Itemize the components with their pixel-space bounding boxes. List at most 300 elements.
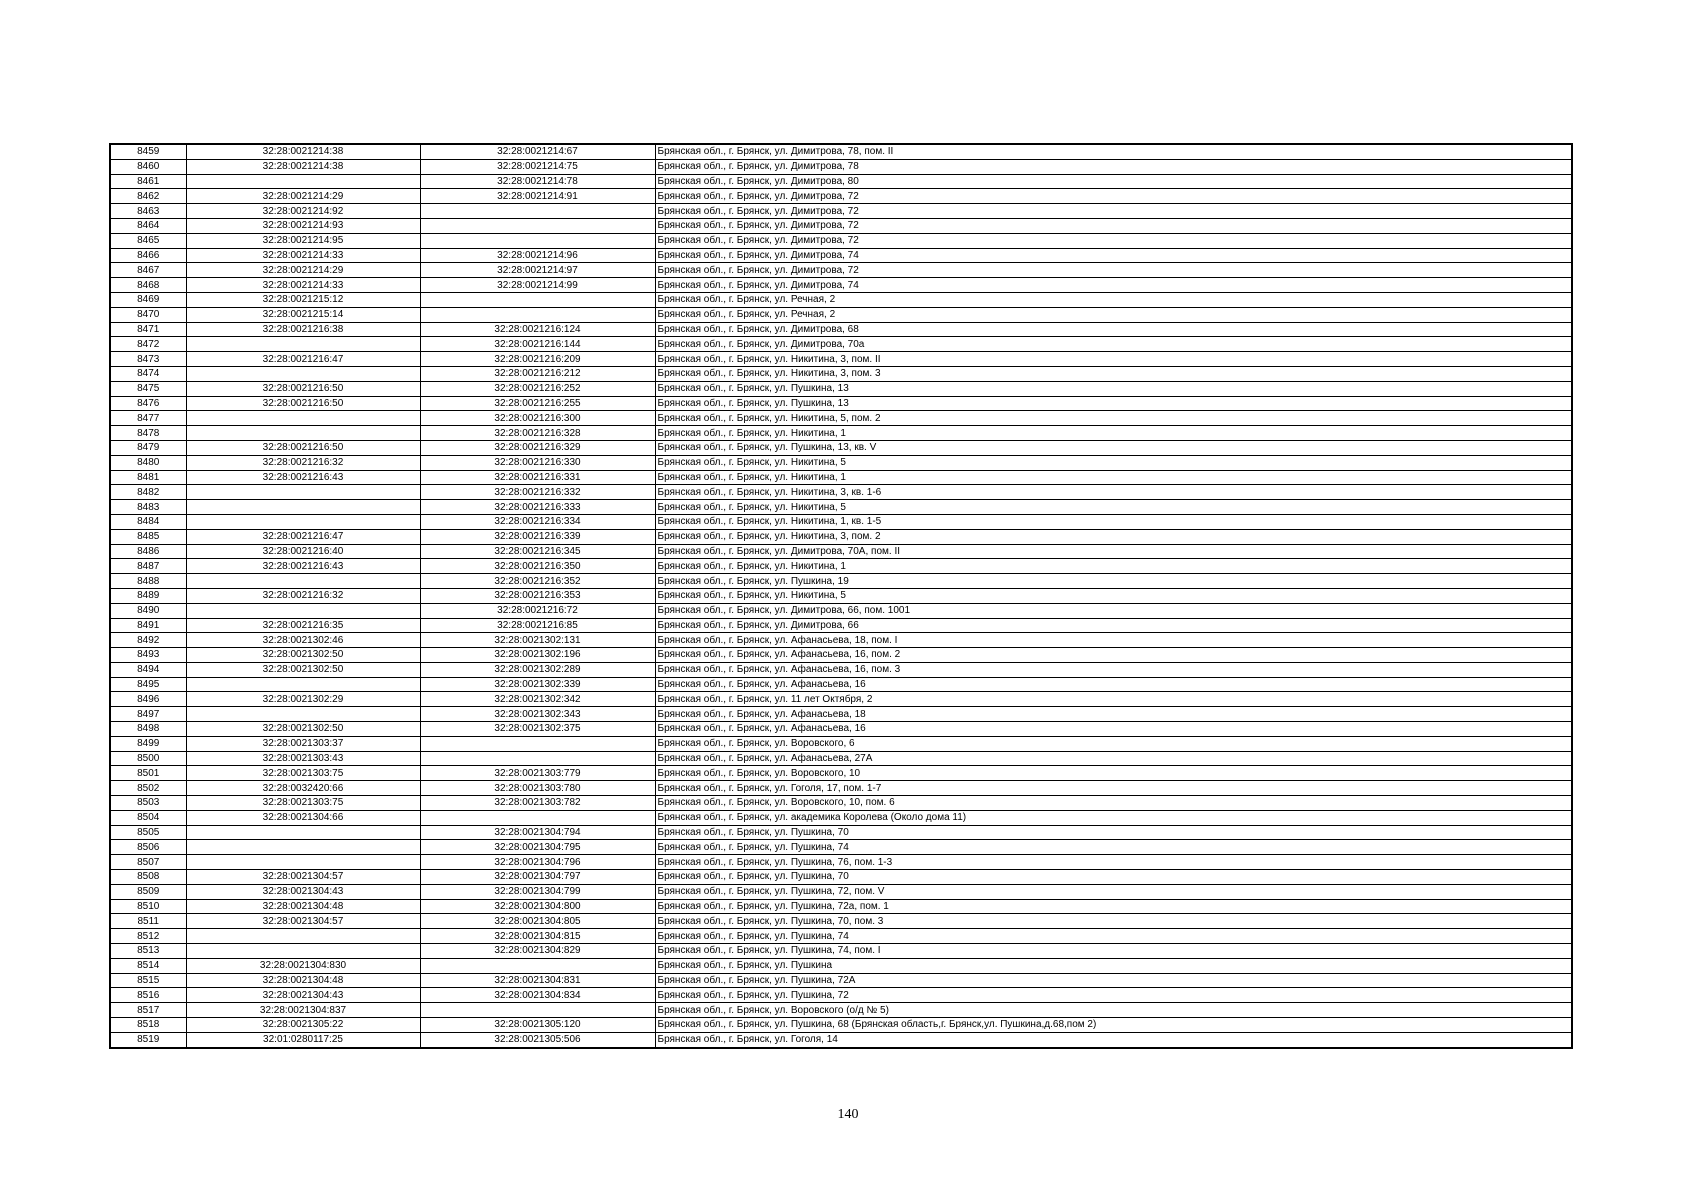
- table-row: [110, 707, 1572, 722]
- row-number-cell: 8463: [110, 204, 186, 219]
- page-number: 140: [837, 1107, 859, 1122]
- table-row: [110, 618, 1572, 633]
- object-cadastral-number-cell: 32:28:0021214:97: [420, 263, 655, 278]
- land-cadastral-number-cell: 32:28:0021214:29: [186, 263, 420, 278]
- object-cadastral-number-cell: [420, 204, 655, 219]
- land-cadastral-number-cell: 32:28:0021216:32: [186, 455, 420, 470]
- object-cadastral-number-cell: 32:28:0021216:328: [420, 426, 655, 441]
- object-cadastral-number-cell: 32:28:0021305:120: [420, 1018, 655, 1033]
- land-cadastral-number-cell: 32:01:0280117:25: [186, 1032, 420, 1047]
- land-cadastral-number-cell: 32:28:0021214:93: [186, 218, 420, 233]
- object-cadastral-number-cell: 32:28:0021304:829: [420, 944, 655, 959]
- table-row: [110, 189, 1572, 204]
- object-cadastral-number-cell: 32:28:0021216:334: [420, 514, 655, 529]
- object-cadastral-number-cell: 32:28:0021214:75: [420, 159, 655, 174]
- address-cell: Брянская обл., г. Брянск, ул. Пушкина, 74: [655, 929, 1572, 944]
- row-number-cell: 8467: [110, 263, 186, 278]
- land-cadastral-number-cell: 32:28:0021216:50: [186, 440, 420, 455]
- row-number-cell: 8473: [110, 352, 186, 367]
- object-cadastral-number-cell: 32:28:0021216:124: [420, 322, 655, 337]
- address-cell: Брянская обл., г. Брянск, ул. Речная, 2: [655, 292, 1572, 307]
- object-cadastral-number-cell: 32:28:0021304:799: [420, 884, 655, 899]
- land-cadastral-number-cell: 32:28:0021304:48: [186, 899, 420, 914]
- row-number-cell: 8487: [110, 559, 186, 574]
- row-number-cell: 8471: [110, 322, 186, 337]
- address-cell: Брянская обл., г. Брянск, ул. Пушкина, 13: [655, 381, 1572, 396]
- table-row: [110, 278, 1572, 293]
- table-row: [110, 381, 1572, 396]
- address-cell: Брянская обл., г. Брянск, ул. Никитина, 5: [655, 455, 1572, 470]
- object-cadastral-number-cell: 32:28:0021216:329: [420, 440, 655, 455]
- object-cadastral-number-cell: [420, 307, 655, 322]
- land-cadastral-number-cell: 32:28:0021214:33: [186, 248, 420, 263]
- address-cell: Брянская обл., г. Брянск, ул. Пушкина: [655, 958, 1572, 973]
- address-cell: Брянская обл., г. Брянск, ул. Афанасьева, 16, пом. 3: [655, 662, 1572, 677]
- table-row: [110, 588, 1572, 603]
- address-cell: Брянская обл., г. Брянск, ул. 11 лет Октября, 2: [655, 692, 1572, 707]
- land-cadastral-number-cell: [186, 944, 420, 959]
- table-row: [110, 218, 1572, 233]
- address-cell: Брянская обл., г. Брянск, ул. Димитрова, 72: [655, 218, 1572, 233]
- table-row: [110, 174, 1572, 189]
- land-cadastral-number-cell: [186, 366, 420, 381]
- land-cadastral-number-cell: [186, 603, 420, 618]
- object-cadastral-number-cell: 32:28:0021216:252: [420, 381, 655, 396]
- table-row: [110, 722, 1572, 737]
- land-cadastral-number-cell: [186, 825, 420, 840]
- table-row: [110, 603, 1572, 618]
- object-cadastral-number-cell: 32:28:0021304:796: [420, 855, 655, 870]
- address-cell: Брянская обл., г. Брянск, ул. Димитрова, 74: [655, 278, 1572, 293]
- land-cadastral-number-cell: 32:28:0021304:43: [186, 884, 420, 899]
- table-row: [110, 677, 1572, 692]
- row-number-cell: 8492: [110, 633, 186, 648]
- row-number-cell: 8472: [110, 337, 186, 352]
- address-cell: Брянская обл., г. Брянск, ул. Пушкина, 70: [655, 825, 1572, 840]
- address-cell: Брянская обл., г. Брянск, ул. Афанасьева, 16: [655, 722, 1572, 737]
- row-number-cell: 8459: [110, 144, 186, 159]
- object-cadastral-number-cell: 32:28:0021302:342: [420, 692, 655, 707]
- row-number-cell: 8504: [110, 810, 186, 825]
- land-cadastral-number-cell: 32:28:0021305:22: [186, 1018, 420, 1033]
- land-cadastral-number-cell: [186, 426, 420, 441]
- address-cell: Брянская обл., г. Брянск, ул. Пушкина, 76, пом. 1-3: [655, 855, 1572, 870]
- row-number-cell: 8474: [110, 366, 186, 381]
- address-cell: Брянская обл., г. Брянск, ул. Димитрова, 72: [655, 263, 1572, 278]
- table-row: [110, 899, 1572, 914]
- object-cadastral-number-cell: 32:28:0021304:797: [420, 870, 655, 885]
- object-cadastral-number-cell: 32:28:0021302:289: [420, 662, 655, 677]
- object-cadastral-number-cell: 32:28:0021304:794: [420, 825, 655, 840]
- object-cadastral-number-cell: [420, 292, 655, 307]
- row-number-cell: 8506: [110, 840, 186, 855]
- row-number-cell: 8488: [110, 574, 186, 589]
- land-cadastral-number-cell: 32:28:0021216:40: [186, 544, 420, 559]
- object-cadastral-number-cell: 32:28:0021214:96: [420, 248, 655, 263]
- land-cadastral-number-cell: [186, 840, 420, 855]
- address-cell: Брянская обл., г. Брянск, ул. Пушкина, 72: [655, 988, 1572, 1003]
- table-row: [110, 204, 1572, 219]
- table-row: [110, 766, 1572, 781]
- table-row: [110, 648, 1572, 663]
- row-number-cell: 8512: [110, 929, 186, 944]
- row-number-cell: 8505: [110, 825, 186, 840]
- address-cell: Брянская обл., г. Брянск, ул. Димитрова, 74: [655, 248, 1572, 263]
- row-number-cell: 8461: [110, 174, 186, 189]
- land-cadastral-number-cell: 32:28:0021302:50: [186, 722, 420, 737]
- address-cell: Брянская обл., г. Брянск, ул. Димитрова, 66, пом. 1001: [655, 603, 1572, 618]
- land-cadastral-number-cell: 32:28:0021216:43: [186, 559, 420, 574]
- table-row: [110, 781, 1572, 796]
- land-cadastral-number-cell: 32:28:0021216:47: [186, 529, 420, 544]
- land-cadastral-number-cell: 32:28:0021216:50: [186, 396, 420, 411]
- table-row: [110, 529, 1572, 544]
- address-cell: Брянская обл., г. Брянск, ул. Афанасьева, 16: [655, 677, 1572, 692]
- row-number-cell: 8482: [110, 485, 186, 500]
- table-row: [110, 248, 1572, 263]
- row-number-cell: 8496: [110, 692, 186, 707]
- object-cadastral-number-cell: 32:28:0021304:831: [420, 973, 655, 988]
- land-cadastral-number-cell: 32:28:0021215:14: [186, 307, 420, 322]
- object-cadastral-number-cell: 32:28:0021305:506: [420, 1032, 655, 1047]
- object-cadastral-number-cell: 32:28:0021214:67: [420, 144, 655, 159]
- row-number-cell: 8518: [110, 1018, 186, 1033]
- row-number-cell: 8475: [110, 381, 186, 396]
- table-row: [110, 973, 1572, 988]
- address-cell: Брянская обл., г. Брянск, ул. Афанасьева, 16, пом. 2: [655, 648, 1572, 663]
- object-cadastral-number-cell: 32:28:0021216:350: [420, 559, 655, 574]
- land-cadastral-number-cell: 32:28:0021302:50: [186, 662, 420, 677]
- table-row: [110, 426, 1572, 441]
- table-row: [110, 233, 1572, 248]
- object-cadastral-number-cell: 32:28:0021214:99: [420, 278, 655, 293]
- address-cell: Брянская обл., г. Брянск, ул. Афанасьева, 27А: [655, 751, 1572, 766]
- address-cell: Брянская обл., г. Брянск, ул. Воровского, 10, пом. 6: [655, 796, 1572, 811]
- address-cell: Брянская обл., г. Брянск, ул. Никитина, 1: [655, 470, 1572, 485]
- row-number-cell: 8486: [110, 544, 186, 559]
- table-row: [110, 736, 1572, 751]
- land-cadastral-number-cell: [186, 337, 420, 352]
- object-cadastral-number-cell: 32:28:0021216:300: [420, 411, 655, 426]
- row-number-cell: 8500: [110, 751, 186, 766]
- object-cadastral-number-cell: 32:28:0021216:72: [420, 603, 655, 618]
- row-number-cell: 8481: [110, 470, 186, 485]
- address-cell: Брянская обл., г. Брянск, ул. Никитина, 5, пом. 2: [655, 411, 1572, 426]
- table-row: [110, 855, 1572, 870]
- table-row: [110, 692, 1572, 707]
- address-cell: Брянская обл., г. Брянск, ул. Гоголя, 14: [655, 1032, 1572, 1047]
- address-cell: Брянская обл., г. Брянск, ул. Никитина, 5: [655, 500, 1572, 515]
- table-row: [110, 559, 1572, 574]
- table-row: [110, 1032, 1572, 1047]
- land-cadastral-number-cell: [186, 677, 420, 692]
- object-cadastral-number-cell: 32:28:0021214:78: [420, 174, 655, 189]
- object-cadastral-number-cell: 32:28:0021216:212: [420, 366, 655, 381]
- address-cell: Брянская обл., г. Брянск, ул. Никитина, 3, пом. 3: [655, 366, 1572, 381]
- land-cadastral-number-cell: 32:28:0021302:29: [186, 692, 420, 707]
- land-cadastral-number-cell: 32:28:0021304:48: [186, 973, 420, 988]
- row-number-cell: 8519: [110, 1032, 186, 1047]
- row-number-cell: 8468: [110, 278, 186, 293]
- table-row: [110, 514, 1572, 529]
- object-cadastral-number-cell: 32:28:0021302:375: [420, 722, 655, 737]
- address-cell: Брянская обл., г. Брянск, ул. Пушкина, 72а, пом. 1: [655, 899, 1572, 914]
- row-number-cell: 8469: [110, 292, 186, 307]
- table-row: [110, 337, 1572, 352]
- address-cell: Брянская обл., г. Брянск, ул. Пушкина, 72А: [655, 973, 1572, 988]
- row-number-cell: 8485: [110, 529, 186, 544]
- row-number-cell: 8480: [110, 455, 186, 470]
- row-number-cell: 8462: [110, 189, 186, 204]
- object-cadastral-number-cell: 32:28:0021216:255: [420, 396, 655, 411]
- land-cadastral-number-cell: [186, 929, 420, 944]
- address-cell: Брянская обл., г. Брянск, ул. Пушкина, 70, пом. 3: [655, 914, 1572, 929]
- land-cadastral-number-cell: 32:28:0021303:37: [186, 736, 420, 751]
- row-number-cell: 8493: [110, 648, 186, 663]
- land-cadastral-number-cell: 32:28:0021304:57: [186, 870, 420, 885]
- address-cell: Брянская обл., г. Брянск, ул. Афанасьева, 18, пом. I: [655, 633, 1572, 648]
- row-number-cell: 8484: [110, 514, 186, 529]
- object-cadastral-number-cell: 32:28:0021302:131: [420, 633, 655, 648]
- address-cell: Брянская обл., г. Брянск, ул. Димитрова, 80: [655, 174, 1572, 189]
- object-cadastral-number-cell: 32:28:0021303:780: [420, 781, 655, 796]
- object-cadastral-number-cell: 32:28:0021304:800: [420, 899, 655, 914]
- address-cell: Брянская обл., г. Брянск, ул. Пушкина, 72, пом. V: [655, 884, 1572, 899]
- row-number-cell: 8510: [110, 899, 186, 914]
- table-row: [110, 929, 1572, 944]
- object-cadastral-number-cell: 32:28:0021303:782: [420, 796, 655, 811]
- object-cadastral-number-cell: 32:28:0021216:332: [420, 485, 655, 500]
- row-number-cell: 8466: [110, 248, 186, 263]
- address-cell: Брянская обл., г. Брянск, ул. Гоголя, 17, пом. 1-7: [655, 781, 1572, 796]
- object-cadastral-number-cell: 32:28:0021302:196: [420, 648, 655, 663]
- row-number-cell: 8511: [110, 914, 186, 929]
- address-cell: Брянская обл., г. Брянск, ул. Димитрова, 68: [655, 322, 1572, 337]
- row-number-cell: 8508: [110, 870, 186, 885]
- object-cadastral-number-cell: 32:28:0021216:333: [420, 500, 655, 515]
- address-cell: Брянская обл., г. Брянск, ул. Пушкина, 74, пом. I: [655, 944, 1572, 959]
- address-cell: Брянская обл., г. Брянск, ул. Никитина, 1: [655, 559, 1572, 574]
- row-number-cell: 8514: [110, 958, 186, 973]
- object-cadastral-number-cell: 32:28:0021304:795: [420, 840, 655, 855]
- land-cadastral-number-cell: [186, 411, 420, 426]
- table-row: [110, 1018, 1572, 1033]
- table-row: [110, 633, 1572, 648]
- table-row: [110, 366, 1572, 381]
- land-cadastral-number-cell: 32:28:0032420:66: [186, 781, 420, 796]
- row-number-cell: 8460: [110, 159, 186, 174]
- row-number-cell: 8516: [110, 988, 186, 1003]
- land-cadastral-number-cell: 32:28:0021216:38: [186, 322, 420, 337]
- land-cadastral-number-cell: 32:28:0021216:35: [186, 618, 420, 633]
- address-cell: Брянская обл., г. Брянск, ул. Пушкина, 13, кв. V: [655, 440, 1572, 455]
- table-row: [110, 455, 1572, 470]
- table-row: [110, 396, 1572, 411]
- row-number-cell: 8477: [110, 411, 186, 426]
- table-row: [110, 500, 1572, 515]
- land-cadastral-number-cell: 32:28:0021216:32: [186, 588, 420, 603]
- object-cadastral-number-cell: 32:28:0021216:331: [420, 470, 655, 485]
- object-cadastral-number-cell: 32:28:0021216:144: [420, 337, 655, 352]
- object-cadastral-number-cell: 32:28:0021302:343: [420, 707, 655, 722]
- land-cadastral-number-cell: [186, 514, 420, 529]
- table-row: [110, 988, 1572, 1003]
- land-cadastral-number-cell: 32:28:0021214:29: [186, 189, 420, 204]
- row-number-cell: 8502: [110, 781, 186, 796]
- land-cadastral-number-cell: 32:28:0021216:50: [186, 381, 420, 396]
- table-row: [110, 944, 1572, 959]
- row-number-cell: 8517: [110, 1003, 186, 1018]
- object-cadastral-number-cell: 32:28:0021216:353: [420, 588, 655, 603]
- address-cell: Брянская обл., г. Брянск, ул. Пушкина, 74: [655, 840, 1572, 855]
- object-cadastral-number-cell: [420, 958, 655, 973]
- land-cadastral-number-cell: 32:28:0021304:66: [186, 810, 420, 825]
- address-cell: Брянская обл., г. Брянск, ул. Димитрова, 78, пом. II: [655, 144, 1572, 159]
- address-cell: Брянская обл., г. Брянск, ул. Воровского, 10: [655, 766, 1572, 781]
- address-cell: Брянская обл., г. Брянск, ул. Димитрова, 78: [655, 159, 1572, 174]
- row-number-cell: 8495: [110, 677, 186, 692]
- address-cell: Брянская обл., г. Брянск, ул. Воровского (о/д № 5): [655, 1003, 1572, 1018]
- object-cadastral-number-cell: 32:28:0021303:779: [420, 766, 655, 781]
- address-cell: Брянская обл., г. Брянск, ул. Никитина, 1, кв. 1-5: [655, 514, 1572, 529]
- cadastral-table: [109, 143, 1573, 1049]
- land-cadastral-number-cell: 32:28:0021302:46: [186, 633, 420, 648]
- table-row: [110, 159, 1572, 174]
- land-cadastral-number-cell: [186, 174, 420, 189]
- address-cell: Брянская обл., г. Брянск, ул. Пушкина, 70: [655, 870, 1572, 885]
- land-cadastral-number-cell: [186, 574, 420, 589]
- row-number-cell: 8478: [110, 426, 186, 441]
- land-cadastral-number-cell: [186, 855, 420, 870]
- address-cell: Брянская обл., г. Брянск, ул. Димитрова, 72: [655, 233, 1572, 248]
- table-row: [110, 144, 1572, 159]
- object-cadastral-number-cell: 32:28:0021304:834: [420, 988, 655, 1003]
- table-row: [110, 884, 1572, 899]
- address-cell: Брянская обл., г. Брянск, ул. Никитина, 3, пом. 2: [655, 529, 1572, 544]
- row-number-cell: 8513: [110, 944, 186, 959]
- object-cadastral-number-cell: 32:28:0021216:330: [420, 455, 655, 470]
- table-row: [110, 574, 1572, 589]
- object-cadastral-number-cell: [420, 233, 655, 248]
- address-cell: Брянская обл., г. Брянск, ул. Пушкина, 19: [655, 574, 1572, 589]
- table-row: [110, 322, 1572, 337]
- table-row: [110, 292, 1572, 307]
- object-cadastral-number-cell: 32:28:0021216:339: [420, 529, 655, 544]
- land-cadastral-number-cell: 32:28:0021216:43: [186, 470, 420, 485]
- land-cadastral-number-cell: 32:28:0021214:95: [186, 233, 420, 248]
- table-row: [110, 662, 1572, 677]
- row-number-cell: 8489: [110, 588, 186, 603]
- object-cadastral-number-cell: 32:28:0021216:85: [420, 618, 655, 633]
- row-number-cell: 8507: [110, 855, 186, 870]
- land-cadastral-number-cell: 32:28:0021304:830: [186, 958, 420, 973]
- land-cadastral-number-cell: 32:28:0021304:43: [186, 988, 420, 1003]
- land-cadastral-number-cell: 32:28:0021304:837: [186, 1003, 420, 1018]
- row-number-cell: 8494: [110, 662, 186, 677]
- address-cell: Брянская обл., г. Брянск, ул. Пушкина, 68 (Брянская область,г. Брянск,ул. Пушкина,д.68,пом 2): [655, 1018, 1572, 1033]
- object-cadastral-number-cell: 32:28:0021216:209: [420, 352, 655, 367]
- address-cell: Брянская обл., г. Брянск, ул. Никитина, 5: [655, 588, 1572, 603]
- row-number-cell: 8497: [110, 707, 186, 722]
- row-number-cell: 8465: [110, 233, 186, 248]
- table-row: [110, 352, 1572, 367]
- row-number-cell: 8498: [110, 722, 186, 737]
- table-row: [110, 840, 1572, 855]
- address-cell: Брянская обл., г. Брянск, ул. Воровского, 6: [655, 736, 1572, 751]
- address-cell: Брянская обл., г. Брянск, ул. академика Королева (Около дома 11): [655, 810, 1572, 825]
- object-cadastral-number-cell: [420, 810, 655, 825]
- row-number-cell: 8479: [110, 440, 186, 455]
- row-number-cell: 8501: [110, 766, 186, 781]
- land-cadastral-number-cell: 32:28:0021214:38: [186, 159, 420, 174]
- object-cadastral-number-cell: 32:28:0021214:91: [420, 189, 655, 204]
- object-cadastral-number-cell: [420, 736, 655, 751]
- object-cadastral-number-cell: 32:28:0021216:345: [420, 544, 655, 559]
- row-number-cell: 8470: [110, 307, 186, 322]
- address-cell: Брянская обл., г. Брянск, ул. Никитина, 1: [655, 426, 1572, 441]
- address-cell: Брянская обл., г. Брянск, ул. Никитина, 3, кв. 1-6: [655, 485, 1572, 500]
- address-cell: Брянская обл., г. Брянск, ул. Никитина, 3, пом. II: [655, 352, 1572, 367]
- row-number-cell: 8490: [110, 603, 186, 618]
- land-cadastral-number-cell: [186, 707, 420, 722]
- address-cell: Брянская обл., г. Брянск, ул. Димитрова, 72: [655, 204, 1572, 219]
- table-row: [110, 544, 1572, 559]
- table-row: [110, 751, 1572, 766]
- object-cadastral-number-cell: [420, 1003, 655, 1018]
- table-row: [110, 810, 1572, 825]
- row-number-cell: 8509: [110, 884, 186, 899]
- object-cadastral-number-cell: [420, 751, 655, 766]
- land-cadastral-number-cell: 32:28:0021214:33: [186, 278, 420, 293]
- row-number-cell: 8483: [110, 500, 186, 515]
- land-cadastral-number-cell: 32:28:0021214:38: [186, 144, 420, 159]
- table-row: [110, 470, 1572, 485]
- row-number-cell: 8491: [110, 618, 186, 633]
- land-cadastral-number-cell: 32:28:0021303:75: [186, 766, 420, 781]
- table-row: [110, 263, 1572, 278]
- table-row: [110, 825, 1572, 840]
- address-cell: Брянская обл., г. Брянск, ул. Речная, 2: [655, 307, 1572, 322]
- object-cadastral-number-cell: 32:28:0021304:805: [420, 914, 655, 929]
- address-cell: Брянская обл., г. Брянск, ул. Димитрова, 72: [655, 189, 1572, 204]
- row-number-cell: 8503: [110, 796, 186, 811]
- table-row: [110, 870, 1572, 885]
- object-cadastral-number-cell: 32:28:0021302:339: [420, 677, 655, 692]
- land-cadastral-number-cell: 32:28:0021215:12: [186, 292, 420, 307]
- table-row: [110, 796, 1572, 811]
- object-cadastral-number-cell: 32:28:0021304:815: [420, 929, 655, 944]
- land-cadastral-number-cell: [186, 500, 420, 515]
- table-row: [110, 485, 1572, 500]
- table-row: [110, 914, 1572, 929]
- object-cadastral-number-cell: 32:28:0021216:352: [420, 574, 655, 589]
- land-cadastral-number-cell: 32:28:0021302:50: [186, 648, 420, 663]
- table-body: [110, 144, 1572, 1048]
- row-number-cell: 8515: [110, 973, 186, 988]
- land-cadastral-number-cell: 32:28:0021214:92: [186, 204, 420, 219]
- row-number-cell: 8464: [110, 218, 186, 233]
- land-cadastral-number-cell: [186, 485, 420, 500]
- object-cadastral-number-cell: [420, 218, 655, 233]
- land-cadastral-number-cell: 32:28:0021303:75: [186, 796, 420, 811]
- row-number-cell: 8499: [110, 736, 186, 751]
- row-number-cell: 8476: [110, 396, 186, 411]
- land-cadastral-number-cell: 32:28:0021216:47: [186, 352, 420, 367]
- land-cadastral-number-cell: 32:28:0021303:43: [186, 751, 420, 766]
- table-row: [110, 1003, 1572, 1018]
- land-cadastral-number-cell: 32:28:0021304:57: [186, 914, 420, 929]
- address-cell: Брянская обл., г. Брянск, ул. Пушкина, 13: [655, 396, 1572, 411]
